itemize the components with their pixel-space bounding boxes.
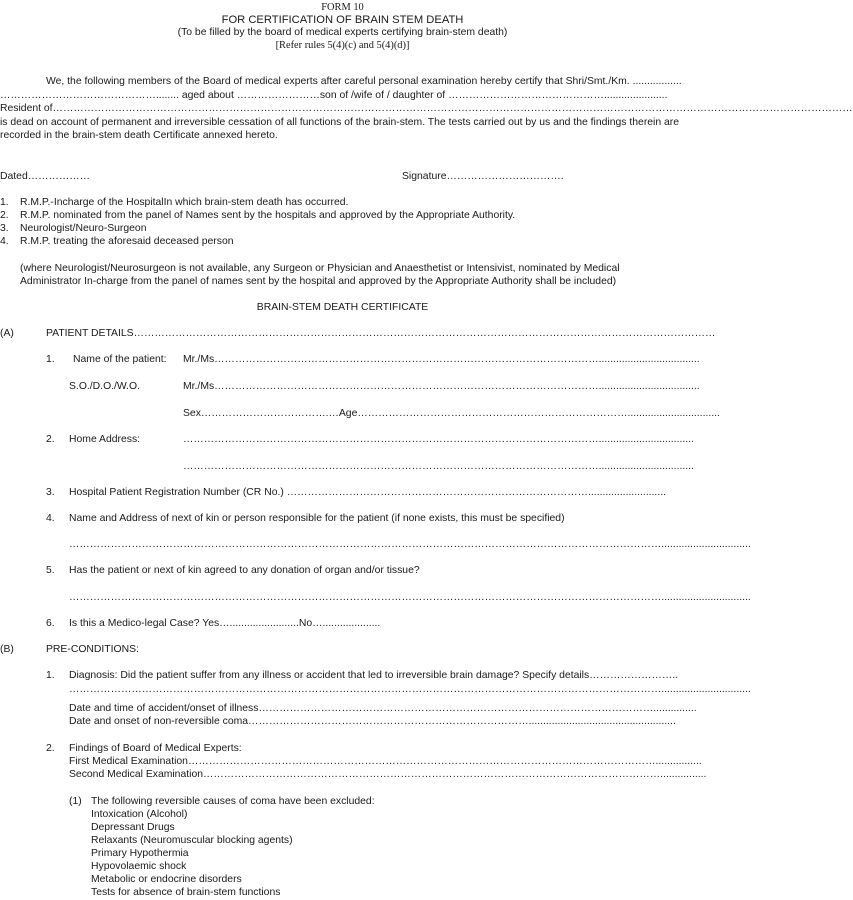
- home-address-field-1: ………………………………………………………………………………………………………….................................: [183, 434, 694, 445]
- diagnosis-field: ………………………………………………………………………………………………………………………………………………………...............................: [69, 684, 751, 695]
- next-of-kin-question: Name and Address of next of kin or person responsible for the patient (if none exists, this must be specified): [69, 513, 565, 524]
- section-a-label: (A): [0, 328, 14, 339]
- cause-item: Relaxants (Neuromuscular blocking agents): [91, 835, 293, 846]
- member-item: R.M.P. nominated from the panel of Names sent by the hospitals and approved by the Appropriate Authority.: [20, 210, 516, 221]
- coma-onset-field: Date and onset of non-reversible coma………………………………………………………………………...................................................: [69, 716, 676, 727]
- cause-item: Metabolic or endocrine disorders: [91, 874, 242, 885]
- cause-item: Tests for absence of brain-stem functions: [91, 887, 281, 898]
- first-exam-field: First Medical Examination………………………………………………………………………………………………………………………................: [69, 756, 702, 767]
- intro-line-4: is dead on account of permanent and irreversible cessation of all functions of the brain-stem. The tests carried out by us and the findings therein are: [0, 117, 680, 128]
- section-a-title: PATIENT DETAILS……………………………………………………………………………………………………………………………………………………: [46, 328, 716, 339]
- q-a3-number: 3.: [46, 487, 55, 498]
- sub-1-number: (1): [69, 796, 82, 807]
- member-number: 2.: [0, 210, 9, 221]
- q-b1-number: 1.: [46, 670, 55, 681]
- form-subtitle: (To be filled by the board of medical experts certifying brain-stem death): [177, 27, 508, 38]
- form-number: FORM 10: [321, 2, 364, 13]
- second-exam-field: Second Medical Examination……………………………………………………………………………………………………………………................: [69, 769, 707, 780]
- member-number: 4.: [0, 236, 9, 247]
- cause-item: Hypovolaemic shock: [91, 861, 187, 872]
- organ-donation-field: ………………………………………………………………………………………………………………………………………………………...............................: [69, 592, 751, 603]
- accident-date-field: Date and time of accident/onset of illness……………………………………………………………………………………………………...............: [69, 703, 697, 714]
- next-of-kin-field: ………………………………………………………………………………………………………………………………………………………...............................: [69, 539, 751, 550]
- section-b-label: (B): [0, 644, 14, 655]
- home-address-label: Home Address:: [69, 434, 141, 445]
- sdw-label: S.O./D.O./W.O.: [69, 381, 141, 392]
- cause-item: Primary Hypothermia: [91, 848, 189, 859]
- intro-line-2: ………………………………………........ aged about ……………………son of /wife of / daughter of ………………………………………......................: [0, 90, 668, 101]
- intro-line-1: We, the following members of the Board of medical experts after careful personal examination hereby certify that Shri/Smt./Km. .................: [46, 76, 682, 87]
- q-a2-number: 2.: [46, 434, 55, 445]
- member-item: R.M.P. treating the aforesaid deceased person: [20, 236, 234, 247]
- member-number: 1.: [0, 197, 9, 208]
- signature-field: Signature…………………………….: [402, 171, 564, 182]
- intro-line-3: Resident of……………………………………………………………………………………………………………………………………………………………………………………………………………: [0, 103, 853, 114]
- form-rules: [Refer rules 5(4)(c) and 5(4)(d)]: [275, 40, 410, 51]
- organ-donation-question: Has the patient or next of kin agreed to any donation of organ and/or tissue?: [69, 565, 420, 576]
- section-b-title: PRE-CONDITIONS:: [46, 644, 139, 655]
- certificate-title: BRAIN-STEM DEATH CERTIFICATE: [256, 302, 429, 313]
- patient-name-label: Name of the patient:: [73, 354, 167, 365]
- diagnosis-question: Diagnosis: Did the patient suffer from any illness or accident that led to irreversible brain damage? Specify details……………………..: [69, 670, 679, 681]
- form-title: FOR CERTIFICATION OF BRAIN STEM DEATH: [221, 14, 464, 26]
- dated-field: Dated………………: [0, 171, 91, 182]
- home-address-field-2: ………………………………………………………………………………………………………….................................: [183, 461, 694, 472]
- cause-item: Depressant Drugs: [91, 822, 175, 833]
- member-number: 3.: [0, 223, 9, 234]
- q-b2-number: 2.: [46, 743, 55, 754]
- intro-line-5: recorded in the brain-stem death Certificate annexed hereto.: [0, 130, 278, 141]
- q-a6-number: 6.: [46, 618, 55, 629]
- cause-item: Intoxication (Alcohol): [91, 809, 188, 820]
- sdw-field: Mr./Ms…………………………………………………………………………………………………...................................: [183, 381, 700, 392]
- reversible-causes-heading: The following reversible causes of coma have been excluded:: [91, 796, 375, 807]
- medico-legal-question: Is this a Medico-legal Case? Yes…........................No…....................: [69, 618, 381, 629]
- q-a5-number: 5.: [46, 565, 55, 576]
- q-a4-number: 4.: [46, 513, 55, 524]
- sex-age-field: Sex……………………………….…Age……………………………………………………………………................................: [183, 408, 720, 419]
- member-item: Neurologist/Neuro-Surgeon: [20, 223, 147, 234]
- q-a1-number: 1.: [46, 354, 55, 365]
- note-line-2: Administrator In-charge from the panel of names sent by the hospital and approved by the Appropriate Authority shall be included): [20, 276, 617, 287]
- patient-name-field: Mr./Ms…………………………………………………………………………………………………...................................: [183, 354, 700, 365]
- member-item: R.M.P.-Incharge of the HospitalIn which brain-stem death has occurred.: [20, 197, 349, 208]
- cr-number-field: Hospital Patient Registration Number (CR No.) ……………………………………………………………………………...........................: [69, 487, 666, 498]
- findings-heading: Findings of Board of Medical Experts:: [69, 743, 242, 754]
- note-line-1: (where Neurologist/Neurosurgeon is not available, any Surgeon or Physician and Anaesthetist or Intensivist, nominated by Medical: [20, 263, 620, 274]
